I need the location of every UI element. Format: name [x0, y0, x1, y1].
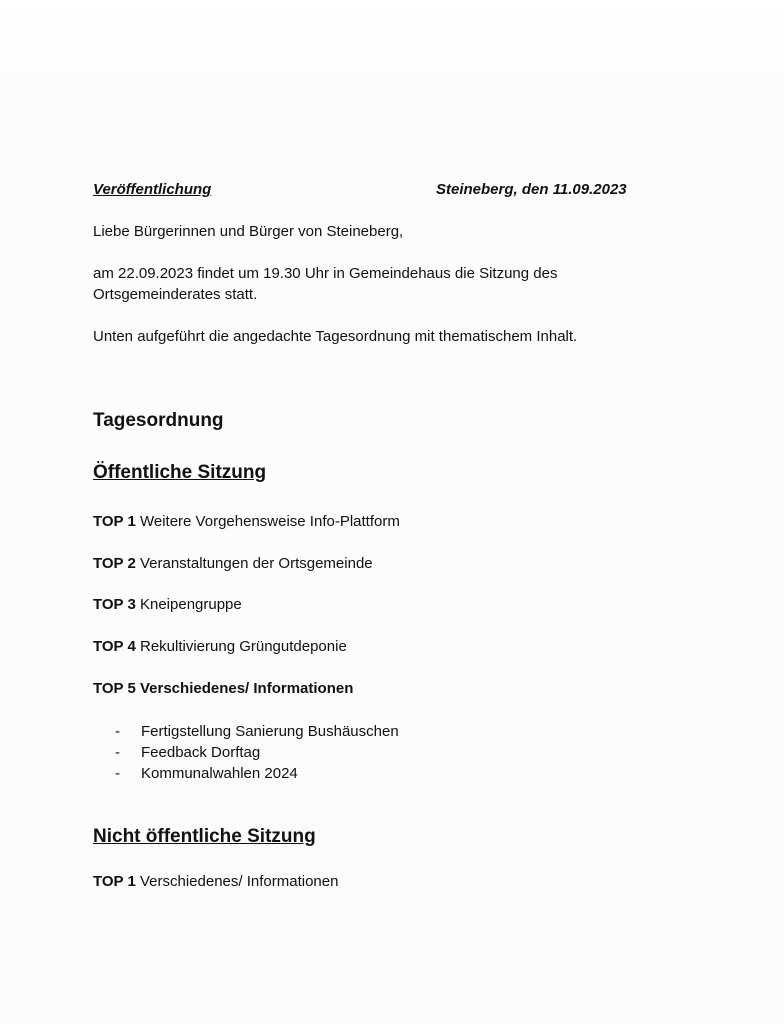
agenda-item-number: TOP 4: [93, 638, 136, 655]
salutation: Liebe Bürgerinnen und Bürger von Steineberg,: [93, 223, 404, 240]
agenda-item-text: Verschiedenes/ Informationen: [139, 873, 339, 890]
agenda-item-number: TOP 1: [93, 513, 136, 530]
agenda-item: [93, 680, 353, 697]
list-item-text: Fertigstellung Sanierung Bushäuschen: [141, 723, 399, 740]
publication-title: Veröffentlichung: [93, 181, 212, 198]
agenda-item-number: TOP 3: [93, 596, 136, 613]
agenda-item-text: Veranstaltungen der Ortsgemeinde: [139, 555, 373, 572]
agenda-item-text: Weitere Vorgehensweise Info-Plattform: [139, 513, 400, 530]
list-item-text: Feedback Dorftag: [141, 744, 261, 761]
agenda-item-text: Kneipengruppe: [139, 596, 242, 613]
bullet-dash: -: [115, 723, 120, 740]
list-item: [115, 721, 399, 742]
agenda-item-text: Rekultivierung Grüngutdeponie: [139, 638, 347, 655]
private-session-heading: Nicht öffentliche Sitzung: [93, 826, 316, 847]
meeting-notice: [93, 263, 557, 305]
bullet-dash: -: [115, 765, 120, 782]
agenda-item: [93, 513, 400, 530]
agenda-item-number: TOP 1: [93, 873, 136, 890]
list-item: [115, 742, 399, 763]
agenda-item: [93, 596, 242, 613]
bullet-dash: -: [115, 744, 120, 761]
list-item-text: Kommunalwahlen 2024: [141, 765, 298, 782]
agenda-item: [93, 638, 347, 655]
agenda-note: Unten aufgeführt die angedachte Tagesordnung mit thematischem Inhalt.: [93, 328, 578, 345]
public-session-heading: Öffentliche Sitzung: [93, 462, 267, 483]
agenda-item: [93, 555, 373, 572]
place-date: Steineberg, den 11.09.2023: [436, 181, 627, 198]
agenda-heading: Tagesordnung: [93, 410, 224, 431]
agenda-item-text: Verschiedenes/ Informationen: [139, 680, 354, 697]
agenda-item: [93, 873, 338, 890]
meeting-notice-line-1: am 22.09.2023 findet um 19.30 Uhr in Gemeindehaus die Sitzung des: [93, 265, 558, 282]
info-subitems-list: [115, 721, 399, 784]
list-item: [115, 763, 399, 784]
agenda-item-number: TOP 2: [93, 555, 136, 572]
meeting-notice-line-2: Ortsgemeinderates statt.: [93, 286, 258, 303]
agenda-item-number: TOP 5: [93, 680, 136, 697]
